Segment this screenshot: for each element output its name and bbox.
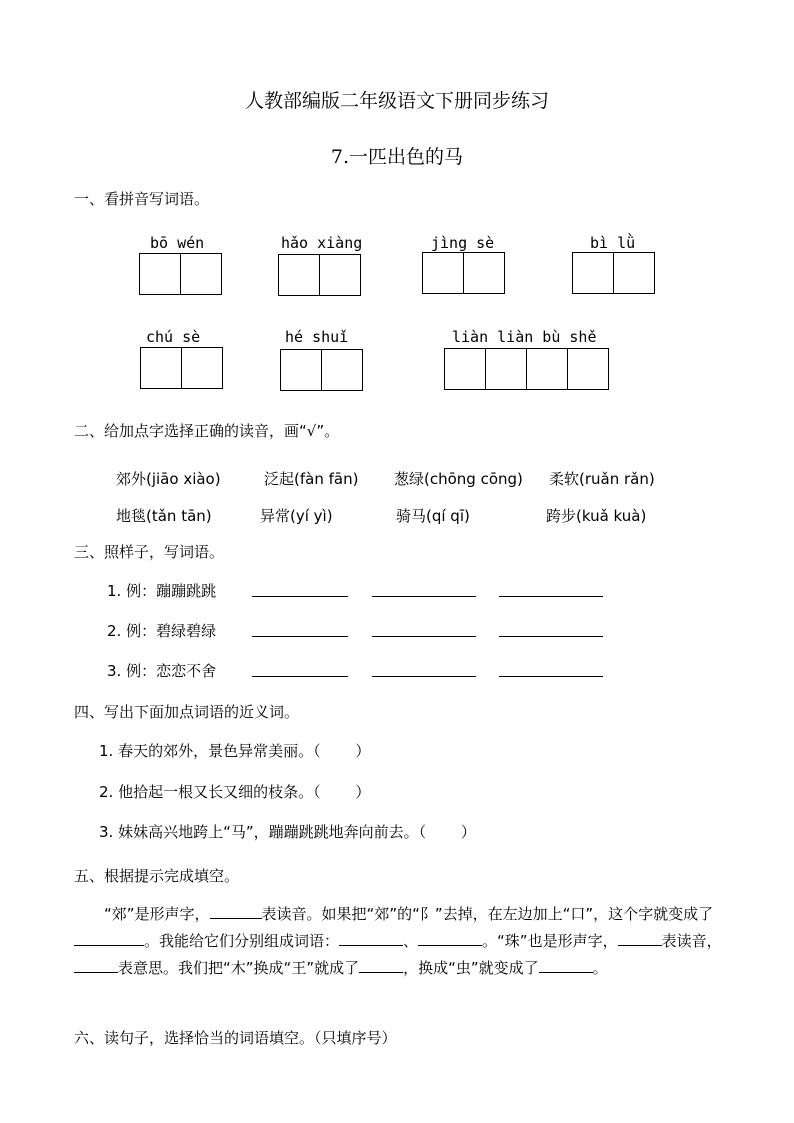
synonym-question[interactable]: 3. 妹妹高兴地跨上“马”，蹦蹦跳跳地奔向前去。（ ） [99, 823, 476, 841]
writing-grid [278, 254, 361, 296]
paragraph-text: 。 [592, 959, 608, 977]
reading-choice[interactable]: 葱绿(chōng cōng) [394, 470, 523, 488]
section-3-heading: 三、照样子，写词语。 [74, 543, 225, 561]
answer-line[interactable] [499, 636, 603, 637]
reading-choice[interactable]: 泛起(fàn fān) [264, 470, 359, 488]
blank[interactable] [539, 958, 593, 973]
answer-line[interactable] [499, 676, 603, 677]
paragraph-text: “郊”是形声字， [104, 905, 210, 923]
paragraph-text: 。我能给它们分别组成词语： [144, 932, 340, 950]
answer-line[interactable] [252, 636, 348, 637]
example-item: 3. 例：恋恋不舍 [107, 662, 217, 680]
pinyin-label: chú sè [146, 328, 201, 346]
pinyin-label: bì lǜ [590, 234, 636, 252]
reading-choice[interactable]: 郊外(jiāo xiào) [116, 470, 221, 488]
writing-grid [280, 349, 363, 391]
example-item: 1. 例：蹦蹦跳跳 [107, 582, 217, 600]
blank[interactable] [418, 931, 482, 946]
synonym-question[interactable]: 2. 他拾起一根又长又细的枝条。（ ） [99, 783, 371, 801]
answer-line[interactable] [372, 596, 476, 597]
blank[interactable] [74, 958, 118, 973]
example-item: 2. 例：碧绿碧绿 [107, 622, 217, 640]
writing-grid [444, 348, 609, 390]
section-2-heading: 二、给加点字选择正确的读音，画“√”。 [74, 422, 340, 440]
paragraph-text: 表读音， [661, 932, 722, 950]
paragraph-text: 表意思。我们把“木”换成“王”就成了 [118, 959, 360, 977]
pinyin-label: bō wén [150, 234, 205, 252]
answer-line[interactable] [372, 636, 476, 637]
page-title: 人教部编版二年级语文下册同步练习 [244, 90, 549, 112]
pinyin-label: hǎo xiàng [281, 234, 363, 252]
reading-choice[interactable]: 异常(yí yì) [260, 507, 333, 525]
section-4-heading: 四、写出下面加点词语的近义词。 [74, 703, 300, 721]
reading-choice[interactable]: 柔软(ruǎn rǎn) [549, 470, 655, 488]
reading-choice[interactable]: 骑马(qí qī) [396, 507, 470, 525]
answer-line[interactable] [372, 676, 476, 677]
paragraph-text: 、 [403, 932, 419, 950]
reading-choice[interactable]: 跨步(kuǎ kuà) [546, 507, 647, 525]
paragraph-text: 表读音。如果把“郊”的“阝”去掉，在左边加上“口”，这个字就变成了 [261, 905, 714, 923]
pinyin-label: hé shuǐ [285, 328, 349, 346]
paragraph-text: 。“珠”也是形声字， [482, 932, 618, 950]
pinyin-label: liàn liàn bù shě [452, 328, 597, 346]
section-1-heading: 一、看拼音写词语。 [74, 190, 210, 208]
fill-in-paragraph [74, 901, 726, 982]
section-5-heading: 五、根据提示完成填空。 [74, 867, 240, 885]
blank[interactable] [74, 931, 144, 946]
blank[interactable] [359, 958, 403, 973]
pinyin-label: jìng sè [431, 234, 495, 252]
lesson-title: 7.一匹出色的马 [330, 146, 464, 168]
answer-line[interactable] [252, 676, 348, 677]
paragraph-text: ，换成“虫”就变成了 [403, 959, 539, 977]
answer-line[interactable] [252, 596, 348, 597]
writing-grid [572, 252, 655, 294]
blank[interactable] [210, 904, 262, 919]
synonym-question[interactable]: 1. 春天的郊外，景色异常美丽。（ ） [99, 742, 371, 760]
blank[interactable] [339, 931, 403, 946]
writing-grid [139, 253, 222, 295]
reading-choice[interactable]: 地毯(tǎn tān) [116, 507, 212, 525]
writing-grid [422, 252, 505, 294]
section-6-heading: 六、读句子，选择恰当的词语填空。（只填序号） [74, 1029, 397, 1047]
answer-line[interactable] [499, 596, 603, 597]
blank[interactable] [618, 931, 662, 946]
writing-grid [140, 347, 223, 389]
